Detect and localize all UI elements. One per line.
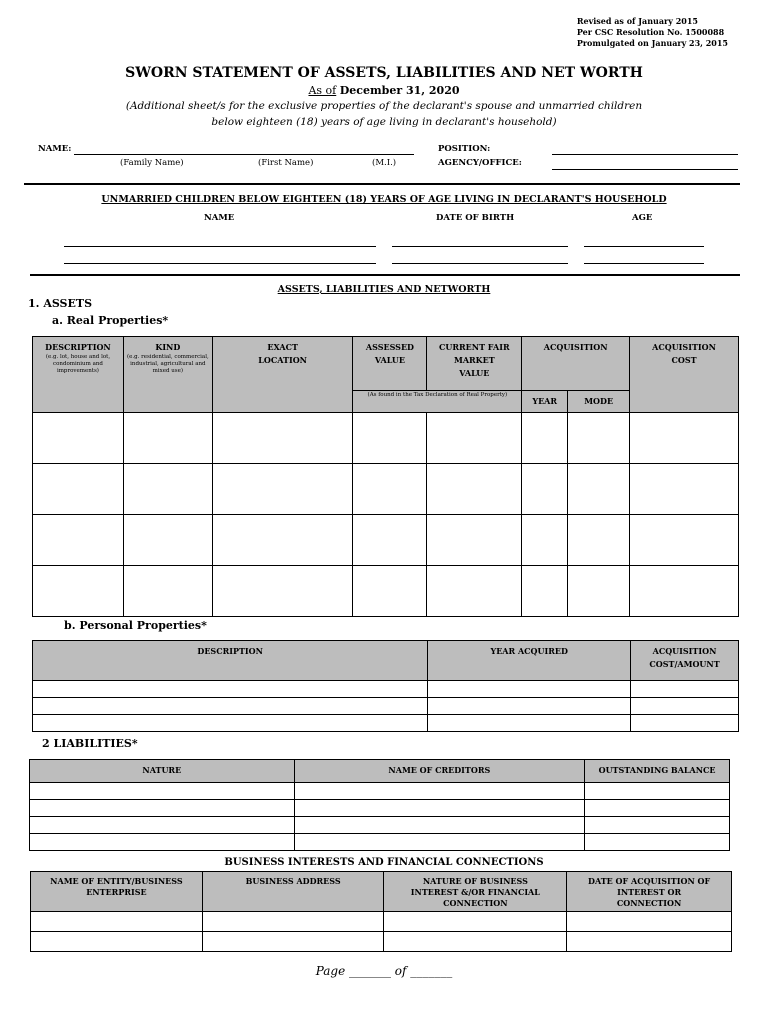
table-row[interactable]: [33, 566, 739, 617]
first-name-caption: (First Name): [258, 158, 314, 168]
real-properties-heading: a. Real Properties*: [52, 314, 169, 327]
child-dob-line[interactable]: [392, 263, 568, 264]
table-row[interactable]: [30, 800, 730, 817]
form-subtitle: [0, 98, 768, 130]
children-col-age: AGE: [632, 213, 653, 223]
col-mode: MODE: [568, 391, 630, 413]
col-year-acquired: YEAR ACQUIRED: [428, 641, 631, 681]
child-age-line[interactable]: [584, 263, 704, 264]
name-field-line[interactable]: [74, 154, 414, 155]
col-year: YEAR: [522, 391, 568, 413]
name-label: NAME:: [38, 144, 72, 154]
table-row[interactable]: [33, 681, 739, 698]
col-acquisition-cost: ACQUISITION COST: [630, 337, 739, 413]
agency-label: AGENCY/OFFICE:: [438, 158, 522, 168]
table-row[interactable]: [33, 715, 739, 732]
children-col-name: NAME: [204, 213, 235, 223]
col-kind: KIND (e.g. residential, commercial, industrial, agricultural and mixed use): [123, 337, 212, 413]
children-heading: UNMARRIED CHILDREN BELOW EIGHTEEN (18) YEARS OF AGE LIVING IN DECLARANT'S HOUSEHOLD: [101, 194, 667, 205]
agency-field-line[interactable]: [552, 169, 738, 170]
child-name-line[interactable]: [64, 246, 376, 247]
col-business-address: BUSINESS ADDRESS: [202, 872, 384, 912]
col-assessed-value: ASSESSED VALUE: [353, 337, 427, 391]
col-acquisition: ACQUISITION: [522, 337, 630, 391]
personal-properties-table: [32, 640, 739, 732]
promulgated-text: Promulgated on January 23, 2015: [576, 38, 728, 48]
subtitle-line-1: (Additional sheet/s for the exclusive properties of the declarant's spouse and unmarried children: [125, 100, 643, 112]
table-row[interactable]: [31, 932, 732, 952]
business-interests-table: [30, 871, 732, 952]
table-row[interactable]: [33, 413, 739, 464]
col-acquisition-cost: ACQUISITION COST/AMOUNT: [631, 641, 739, 681]
tax-declaration-note: (As found in the Tax Declaration of Real Property): [353, 391, 522, 413]
table-row[interactable]: [31, 912, 732, 932]
table-row[interactable]: [33, 515, 739, 566]
as-of-line: [0, 84, 768, 97]
mi-caption: (M.I.): [372, 158, 397, 168]
real-properties-table: [32, 336, 739, 617]
page-number: Page _______ of _______: [315, 964, 453, 978]
child-dob-line[interactable]: [392, 246, 568, 247]
assets-heading: 1. ASSETS: [28, 297, 93, 310]
as-of-date: December 31, 2020: [339, 84, 460, 97]
table-row[interactable]: [33, 698, 739, 715]
revision-note: [577, 16, 728, 49]
col-nature-of-business: NATURE OF BUSINESS INTEREST &/OR FINANCIAL CONNECTION: [384, 872, 567, 912]
subtitle-line-2: below eighteen (18) years of age living in declarant's household): [211, 116, 557, 128]
col-date-of-acquisition: DATE OF ACQUISITION OF INTEREST OR CONNECTION: [567, 872, 732, 912]
child-age-line[interactable]: [584, 246, 704, 247]
liabilities-table: [29, 759, 730, 851]
children-col-dob: DATE OF BIRTH: [436, 213, 515, 223]
as-of-prefix: As of: [308, 84, 337, 97]
personal-properties-heading: b. Personal Properties*: [64, 619, 207, 632]
col-creditors: NAME OF CREDITORS: [294, 760, 585, 783]
form-title: SWORN STATEMENT OF ASSETS, LIABILITIES AND NET WORTH: [125, 65, 643, 81]
col-entity-name: NAME OF ENTITY/BUSINESS ENTERPRISE: [31, 872, 203, 912]
position-label: POSITION:: [438, 144, 491, 154]
divider: [30, 274, 740, 276]
table-row[interactable]: [33, 464, 739, 515]
col-nature: NATURE: [30, 760, 295, 783]
table-row[interactable]: [30, 834, 730, 851]
alnw-heading: ASSETS, LIABILITIES AND NETWORTH: [277, 284, 491, 295]
divider: [24, 183, 740, 185]
col-description: DESCRIPTION: [33, 641, 428, 681]
table-row[interactable]: [30, 817, 730, 834]
col-exact-location: EXACT LOCATION: [212, 337, 353, 413]
col-description: DESCRIPTION (e.g. lot, house and lot, condominium and improvements): [33, 337, 124, 413]
col-outstanding-balance: OUTSTANDING BALANCE: [585, 760, 730, 783]
child-name-line[interactable]: [64, 263, 376, 264]
liabilities-heading: 2 LIABILITIES*: [42, 737, 138, 750]
position-field-line[interactable]: [552, 154, 738, 155]
family-name-caption: (Family Name): [120, 158, 184, 168]
revised-text: Revised as of January 2015: [576, 16, 698, 26]
business-heading: BUSINESS INTERESTS AND FINANCIAL CONNECTIONS: [224, 857, 544, 868]
col-fair-market-value: CURRENT FAIR MARKET VALUE: [427, 337, 522, 391]
table-row[interactable]: [30, 783, 730, 800]
resolution-text: Per CSC Resolution No. 1500088: [576, 27, 725, 37]
